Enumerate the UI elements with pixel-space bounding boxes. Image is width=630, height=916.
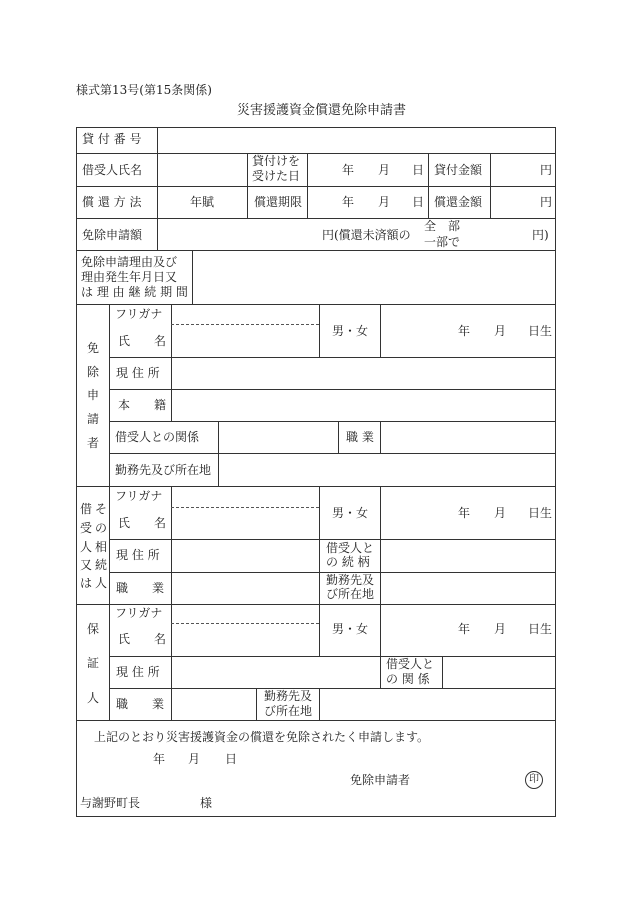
guarantor-side-char: 証 (87, 656, 100, 670)
row-divider (76, 153, 556, 154)
borrower-name-label: 借受人氏名 (82, 163, 143, 177)
exempt-amount-label: 免除申請額 (82, 228, 143, 242)
guarantor-side-char: 人 (87, 691, 100, 705)
cell-divider (442, 656, 443, 688)
heir-side-char: 借 (80, 502, 93, 516)
repay-method-label: 償 還 方 法 (82, 195, 142, 209)
cell-divider (247, 153, 248, 218)
name-label: 氏 名 (118, 334, 167, 348)
furigana-label: フリガナ (115, 489, 163, 503)
relation-label-1: 借受人と (326, 541, 375, 555)
heir-side-char: の (95, 521, 108, 535)
row-divider (76, 304, 556, 305)
guarantor-side-char: 保 (87, 622, 100, 636)
sex-label: 男・女 (332, 506, 369, 520)
exempt-yen-close: 円) (532, 228, 549, 242)
form-number: 様式第13号(第15条関係) (76, 83, 212, 97)
cell-divider (380, 486, 381, 604)
exempt-yen-open: 円(償還未済額の (322, 228, 411, 242)
workplace-label: 勤務先及び所在地 (115, 463, 212, 477)
row-divider (109, 453, 556, 454)
day-label: 日 (225, 752, 238, 766)
cell-divider (338, 421, 339, 453)
cell-divider (218, 453, 219, 486)
workplace-label-2: び所在地 (326, 587, 375, 601)
cell-divider (319, 486, 320, 604)
seal-icon: 印 (525, 771, 543, 789)
row-divider (76, 720, 556, 721)
row-divider (109, 656, 556, 657)
relation-label-1: 借受人と (386, 657, 435, 671)
repay-method-value: 年賦 (190, 195, 215, 209)
repay-amount-label: 償還金額 (434, 195, 483, 209)
cell-divider (319, 604, 320, 656)
exempt-all: 全 部 (424, 219, 461, 233)
domicile-label: 本 籍 (118, 398, 167, 412)
reason-label-2: 理由発生年月日又 (81, 270, 178, 284)
workplace-label-1: 勤務先及 (326, 573, 375, 587)
row-divider (76, 250, 556, 251)
cell-divider (171, 604, 172, 720)
year-label: 年 (342, 195, 355, 209)
row-divider (109, 357, 556, 358)
cell-divider (319, 688, 320, 720)
cell-divider (380, 604, 381, 688)
furigana-label: フリガナ (115, 606, 163, 620)
month-label: 月 (494, 622, 507, 636)
honorific: 様 (200, 796, 213, 810)
day-label: 日 (412, 195, 425, 209)
exempt-part: 一部で (424, 235, 461, 249)
row-divider (76, 186, 556, 187)
heir-side-char: 又 (80, 558, 93, 572)
form-title: 災害援護資金償還免除申請書 (237, 103, 407, 118)
workplace-label-1: 勤務先及 (264, 689, 313, 703)
loan-date-label-2: 受けた日 (252, 169, 301, 183)
heir-side-char: 人 (95, 576, 108, 590)
row-divider (76, 486, 556, 487)
name-label: 氏 名 (118, 516, 167, 530)
relation-label-2: の 続 柄 (326, 555, 370, 569)
cell-divider (490, 153, 491, 218)
month-label: 月 (188, 752, 201, 766)
cell-divider (380, 421, 381, 453)
row-divider (109, 539, 556, 540)
repay-period-label: 償還期限 (254, 195, 303, 209)
yen-label: 円 (540, 195, 553, 209)
job-label: 職 業 (116, 697, 165, 711)
address-label: 現 住 所 (116, 548, 160, 562)
furigana-divider (171, 623, 319, 624)
yen-label: 円 (540, 163, 553, 177)
heir-side-char: 続 (95, 558, 108, 572)
year-label: 年 (458, 324, 471, 338)
applicant-side-char: 免 (87, 341, 100, 355)
heir-side-char: そ (95, 502, 108, 516)
day-label: 日 (412, 163, 425, 177)
row-divider (109, 421, 556, 422)
cell-divider (157, 127, 158, 153)
addressee: 与謝野町長 (80, 796, 141, 810)
furigana-divider (171, 324, 319, 325)
cell-divider (319, 304, 320, 357)
relation-label: 借受人との関係 (115, 430, 200, 444)
name-label: 氏 名 (118, 632, 167, 646)
applicant-signature-label: 免除申請者 (350, 773, 411, 787)
sex-label: 男・女 (332, 622, 369, 636)
job-label: 職 業 (346, 430, 374, 444)
cell-divider (171, 486, 172, 604)
cell-divider (218, 421, 219, 453)
loan-amount-label: 貸付金額 (434, 163, 483, 177)
row-divider (109, 688, 556, 689)
address-label: 現 住 所 (116, 665, 160, 679)
month-label: 月 (378, 163, 391, 177)
applicant-side-char: 除 (87, 365, 100, 379)
month-label: 月 (378, 195, 391, 209)
heir-side-char: は (80, 576, 93, 590)
statement-text: 上記のとおり災害援護資金の償還を免除されたく申請します。 (94, 730, 430, 744)
cell-divider (380, 304, 381, 357)
cell-divider (428, 153, 429, 218)
furigana-divider (171, 507, 319, 508)
cell-divider (192, 250, 193, 304)
reason-label-1: 免除申請理由及び (81, 255, 178, 269)
cell-divider (157, 153, 158, 250)
cell-divider (307, 153, 308, 218)
cell-divider (109, 486, 110, 604)
heir-side-char: 相 (95, 540, 108, 554)
month-label: 月 (494, 324, 507, 338)
relation-label-2: の 関 係 (386, 672, 430, 686)
reason-label-3: は 理 由 継 続 期 間 (81, 285, 188, 299)
row-divider (76, 604, 556, 605)
cell-divider (109, 304, 110, 486)
year-label: 年 (153, 752, 166, 766)
applicant-side-char: 者 (87, 436, 100, 450)
address-label: 現 住 所 (116, 366, 160, 380)
birth-label: 日生 (528, 622, 553, 636)
heir-side-char: 受 (80, 521, 93, 535)
heir-side-char: 人 (80, 540, 93, 554)
year-label: 年 (342, 163, 355, 177)
cell-divider (109, 604, 110, 720)
cell-divider (171, 304, 172, 357)
job-label: 職 業 (116, 581, 165, 595)
loan-number-label: 貸 付 番 号 (82, 132, 142, 146)
applicant-side-char: 申 (87, 388, 100, 402)
birth-label: 日生 (528, 324, 553, 338)
applicant-side-char: 請 (87, 412, 100, 426)
cell-divider (256, 688, 257, 720)
year-label: 年 (458, 506, 471, 520)
workplace-label-2: び所在地 (264, 704, 313, 718)
birth-label: 日生 (528, 506, 553, 520)
month-label: 月 (494, 506, 507, 520)
year-label: 年 (458, 622, 471, 636)
furigana-label: フリガナ (115, 307, 163, 321)
row-divider (109, 389, 556, 390)
row-divider (76, 218, 556, 219)
sex-label: 男・女 (332, 324, 369, 338)
loan-date-label-1: 貸付けを (252, 154, 301, 168)
